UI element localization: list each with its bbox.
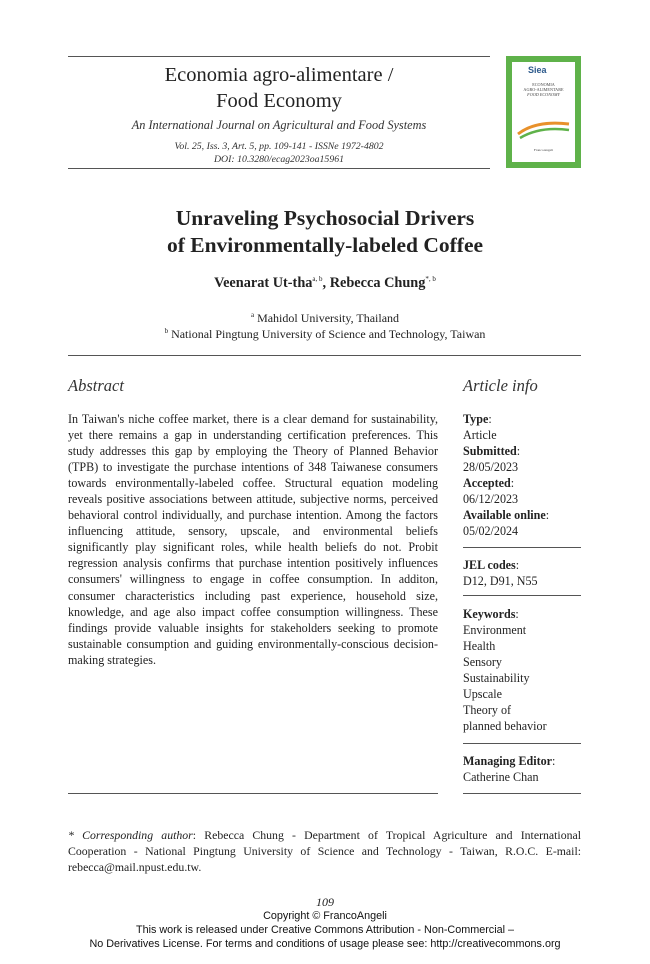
article-info-heading: Article info bbox=[463, 376, 538, 395]
jel-codes-block: JEL codes: D12, D91, N55 bbox=[463, 557, 581, 589]
abstract-text: In Taiwan's niche coffee market, there is a clear demand for sustainability, yet there remains a gap in understanding certification preferences. This study addresses this gap by employing the Theory of Planned Behavior (TPB) to investigate the purchase intentions of 348 Taiwanese consumers towards environmentally-labeled coffee. Structural equation modeling reveals positive associations between attitude, subjective norms, perceived behavioral control individually, and purchase intention. Among the factors influencing attitude, sensory, upscale, and environmental beliefs significantly play significant roles, while health beliefs do not. Probit regression analysis confirms that purchase intention positively influences consumers' willingness to engage in coffee consumption. In additon, consumer characteristics including past experience, household size, knowledge, and age also impact coffee consumption willingness. These findings provide valuable insights for stakeholders seeking to promote sustainable consumption and guiding environmentally-conscious decision-making strategies. bbox=[68, 412, 438, 667]
author-affiliation-marker: a, b bbox=[312, 275, 323, 284]
article-dates-block: Type: Article Submitted: 28/05/2023 Accepted: 06/12/2023 Available online: 05/02/2024 bbox=[463, 411, 581, 539]
keyword-item: Environment bbox=[463, 623, 527, 637]
corresponding-author-note: * Corresponding author: Rebecca Chung - Department of Tropical Agriculture and International Cooperation - National Pingtung University of Science and Technology - Taiwan, R.O.C. E-mail: rebecca@mail.npust.edu.tw. bbox=[68, 828, 582, 874]
managing-editor-block: Managing Editor: Catherine Chan bbox=[463, 753, 581, 785]
managing-editor-name: Catherine Chan bbox=[463, 770, 539, 784]
keyword-item: Theory of bbox=[463, 703, 512, 717]
cover-swoosh-graphic bbox=[516, 116, 571, 140]
keyword-item: Sensory bbox=[463, 655, 502, 669]
journal-doi[interactable]: DOI: 10.3280/ecag2023oa15961 bbox=[213, 154, 345, 165]
keyword-item: Sustainability bbox=[463, 671, 530, 685]
copyright-notice: Copyright © FrancoAngeli bbox=[263, 910, 387, 922]
license-line-1: This work is released under Creative Commons Attribution - Non-Commercial – bbox=[135, 924, 515, 936]
info-rule-1 bbox=[463, 547, 581, 548]
header-top-rule bbox=[68, 56, 490, 57]
license-line-2[interactable]: No Derivatives License. For terms and conditions of usage please see: http://creativecommons.org bbox=[89, 938, 561, 950]
article-type-value: Article bbox=[463, 428, 497, 442]
affiliation-b: $^b$ National Pingtung University of Science and Technology, Taiwan bbox=[164, 327, 486, 341]
author-affiliation-marker: *, b bbox=[425, 275, 436, 284]
page-number: 109 bbox=[316, 895, 334, 909]
keyword-item: planned behavior bbox=[463, 719, 547, 733]
accepted-date: 06/12/2023 bbox=[463, 492, 519, 506]
keywords-block: Keywords: Environment Health Sensory Sustainability Upscale Theory of planned behavior bbox=[463, 606, 581, 734]
journal-title-line2: Food Economy bbox=[216, 90, 342, 112]
article-title-line1: Unraveling Psychosocial Drivers bbox=[175, 206, 475, 230]
abstract-bottom-rule bbox=[68, 793, 438, 794]
header-bottom-rule bbox=[68, 168, 490, 169]
abstract-heading: Abstract bbox=[68, 376, 124, 395]
siea-logo: Siea bbox=[528, 65, 547, 75]
info-rule-4 bbox=[463, 793, 581, 794]
info-rule-3 bbox=[463, 743, 581, 744]
article-title-line2: of Environmentally-labeled Coffee bbox=[166, 233, 484, 257]
journal-title-line1: Economia agro-alimentare / bbox=[164, 64, 394, 86]
author-name: Rebecca Chung bbox=[329, 275, 426, 291]
journal-volume: Vol. 25, Iss. 3, Art. 5, pp. 109-141 - ISSNe 1972-4802 bbox=[174, 141, 384, 152]
author-name: Veenarat Ut-tha bbox=[214, 275, 313, 291]
info-rule-2 bbox=[463, 595, 581, 596]
keyword-item: Upscale bbox=[463, 687, 502, 701]
jel-codes-value: D12, D91, N55 bbox=[463, 574, 538, 588]
journal-cover-image: Siea ECONOMIA AGRO-ALIMENTARE FOOD ECONOMY FrancoAngeli bbox=[506, 56, 581, 168]
author-list: Veenarat Ut-tha$^{a, b}$, Rebecca Chung$^{*, b}$ bbox=[214, 275, 436, 291]
section-divider bbox=[68, 355, 581, 356]
affiliation-a: $^a$ Mahidol University, Thailand bbox=[250, 311, 400, 325]
keyword-item: Health bbox=[463, 639, 496, 653]
journal-subtitle: An International Journal on Agricultural and Food Systems bbox=[131, 118, 427, 132]
online-date: 05/02/2024 bbox=[463, 524, 519, 538]
submitted-date: 28/05/2023 bbox=[463, 460, 519, 474]
